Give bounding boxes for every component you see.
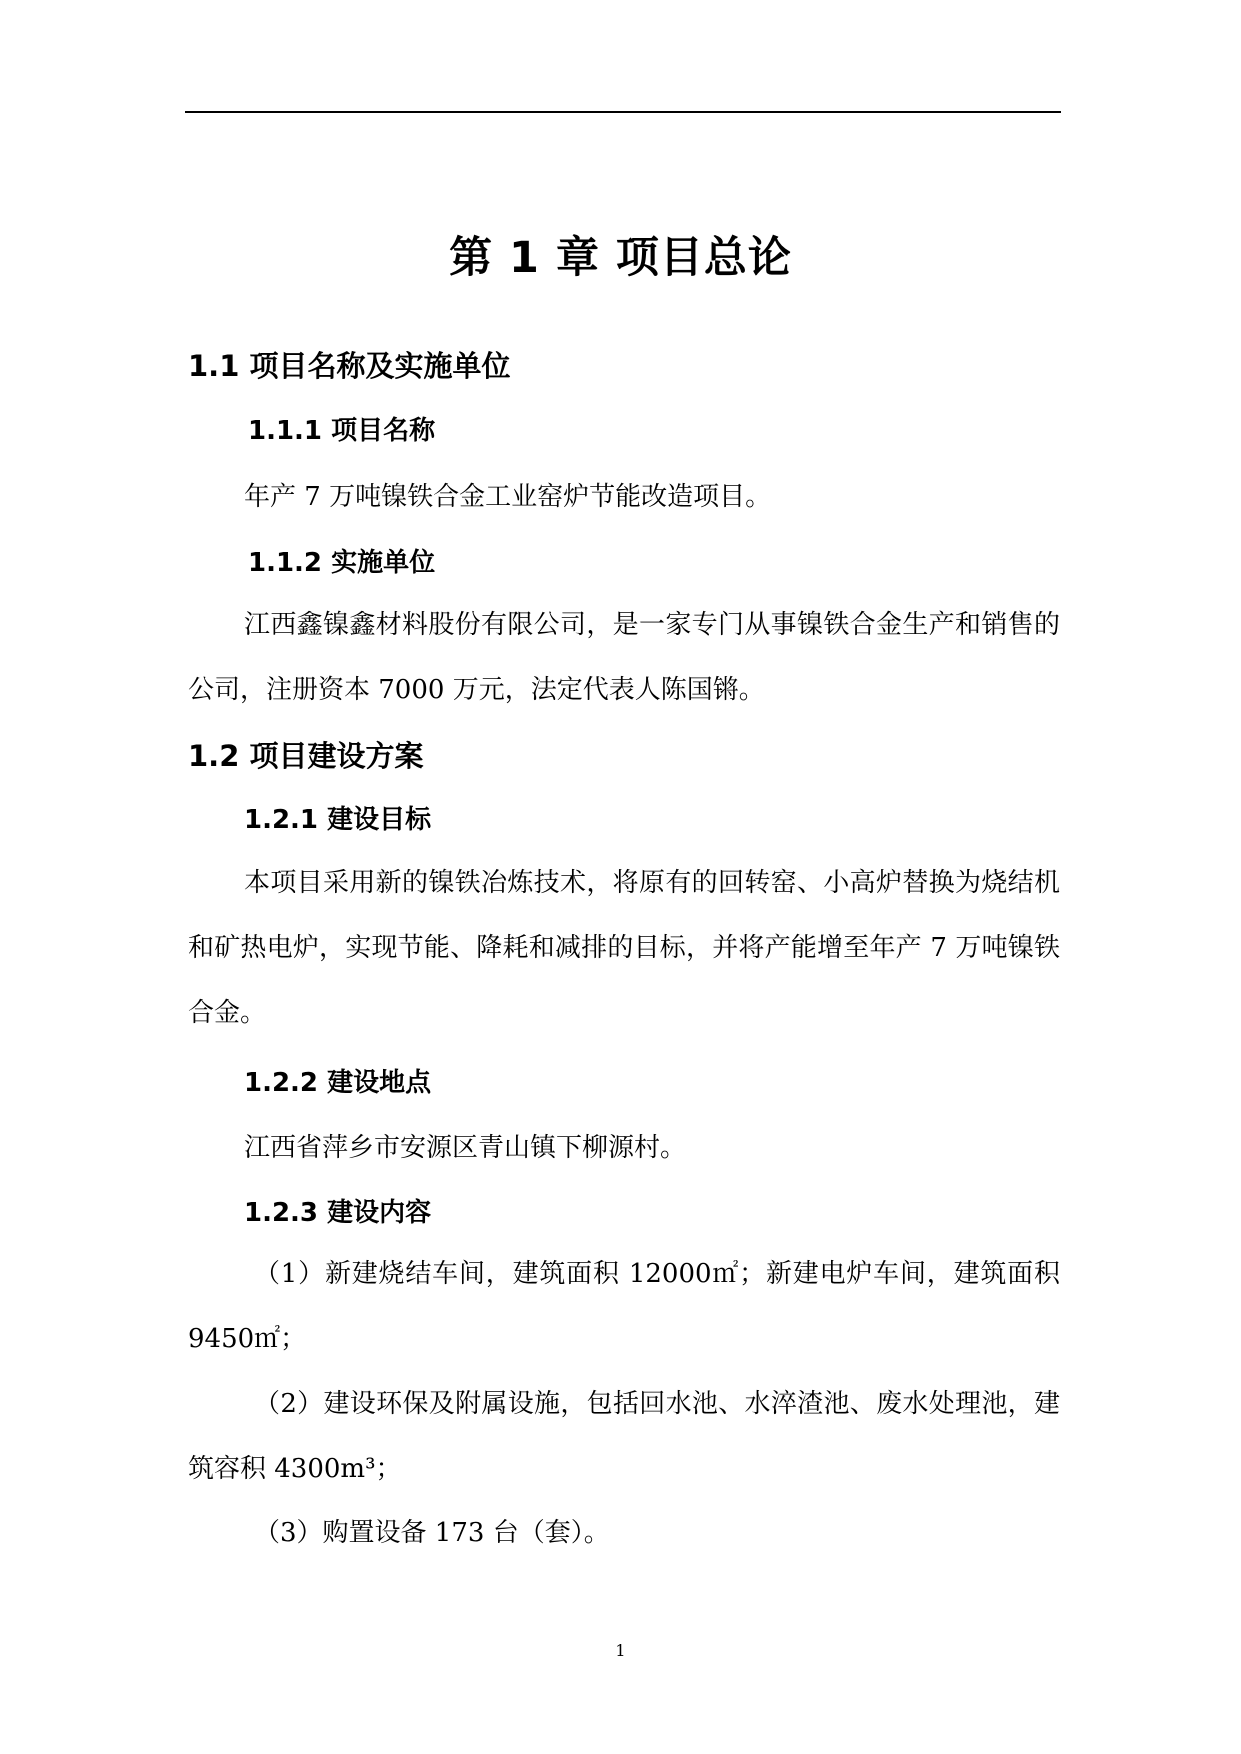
section-1-1-2-heading: 1.1.2 实施单位 <box>248 548 436 578</box>
section-1-2-1-heading: 1.2.1 建设目标 <box>244 805 432 835</box>
section-1-1-heading: 1.1 项目名称及实施单位 <box>188 349 511 383</box>
construction-site-text: 江西省萍乡市安源区青山镇下柳源村。 <box>244 1133 687 1163</box>
construction-item-1: （1）新建烧结车间，建筑面积 12000㎡；新建电炉车间，建筑面积 9450㎡； <box>188 1259 1060 1354</box>
project-name-text: 年产 7 万吨镍铁合金工业窑炉节能改造项目。 <box>244 482 772 512</box>
page-number: 1 <box>615 1641 626 1660</box>
construction-goal-text: 本项目采用新的镍铁冶炼技术，将原有的回转窑、小高炉替换为烧结机和矿热电炉，实现节能、降耗和减排的目标，并将产能增至年产 7 万吨镍铁合金。 <box>188 868 1060 1028</box>
section-1-2-3-heading: 1.2.3 建设内容 <box>244 1198 432 1228</box>
header-rule <box>185 111 1061 113</box>
section-1-1-1-heading: 1.1.1 项目名称 <box>248 416 436 446</box>
implementing-unit-text: 江西鑫镍鑫材料股份有限公司，是一家专门从事镍铁合金生产和销售的公司，注册资本 7000 万元，法定代表人陈国锵。 <box>188 610 1060 705</box>
construction-item-2: （2）建设环保及附属设施，包括回水池、水淬渣池、废水处理池，建筑容积 4300m³； <box>188 1389 1060 1484</box>
construction-item-3: （3）购置设备 173 台（套）。 <box>254 1518 610 1548</box>
section-1-2-2-heading: 1.2.2 建设地点 <box>244 1068 432 1098</box>
chapter-title: 第 1 章 项目总论 <box>449 233 792 283</box>
section-1-2-heading: 1.2 项目建设方案 <box>188 739 424 773</box>
